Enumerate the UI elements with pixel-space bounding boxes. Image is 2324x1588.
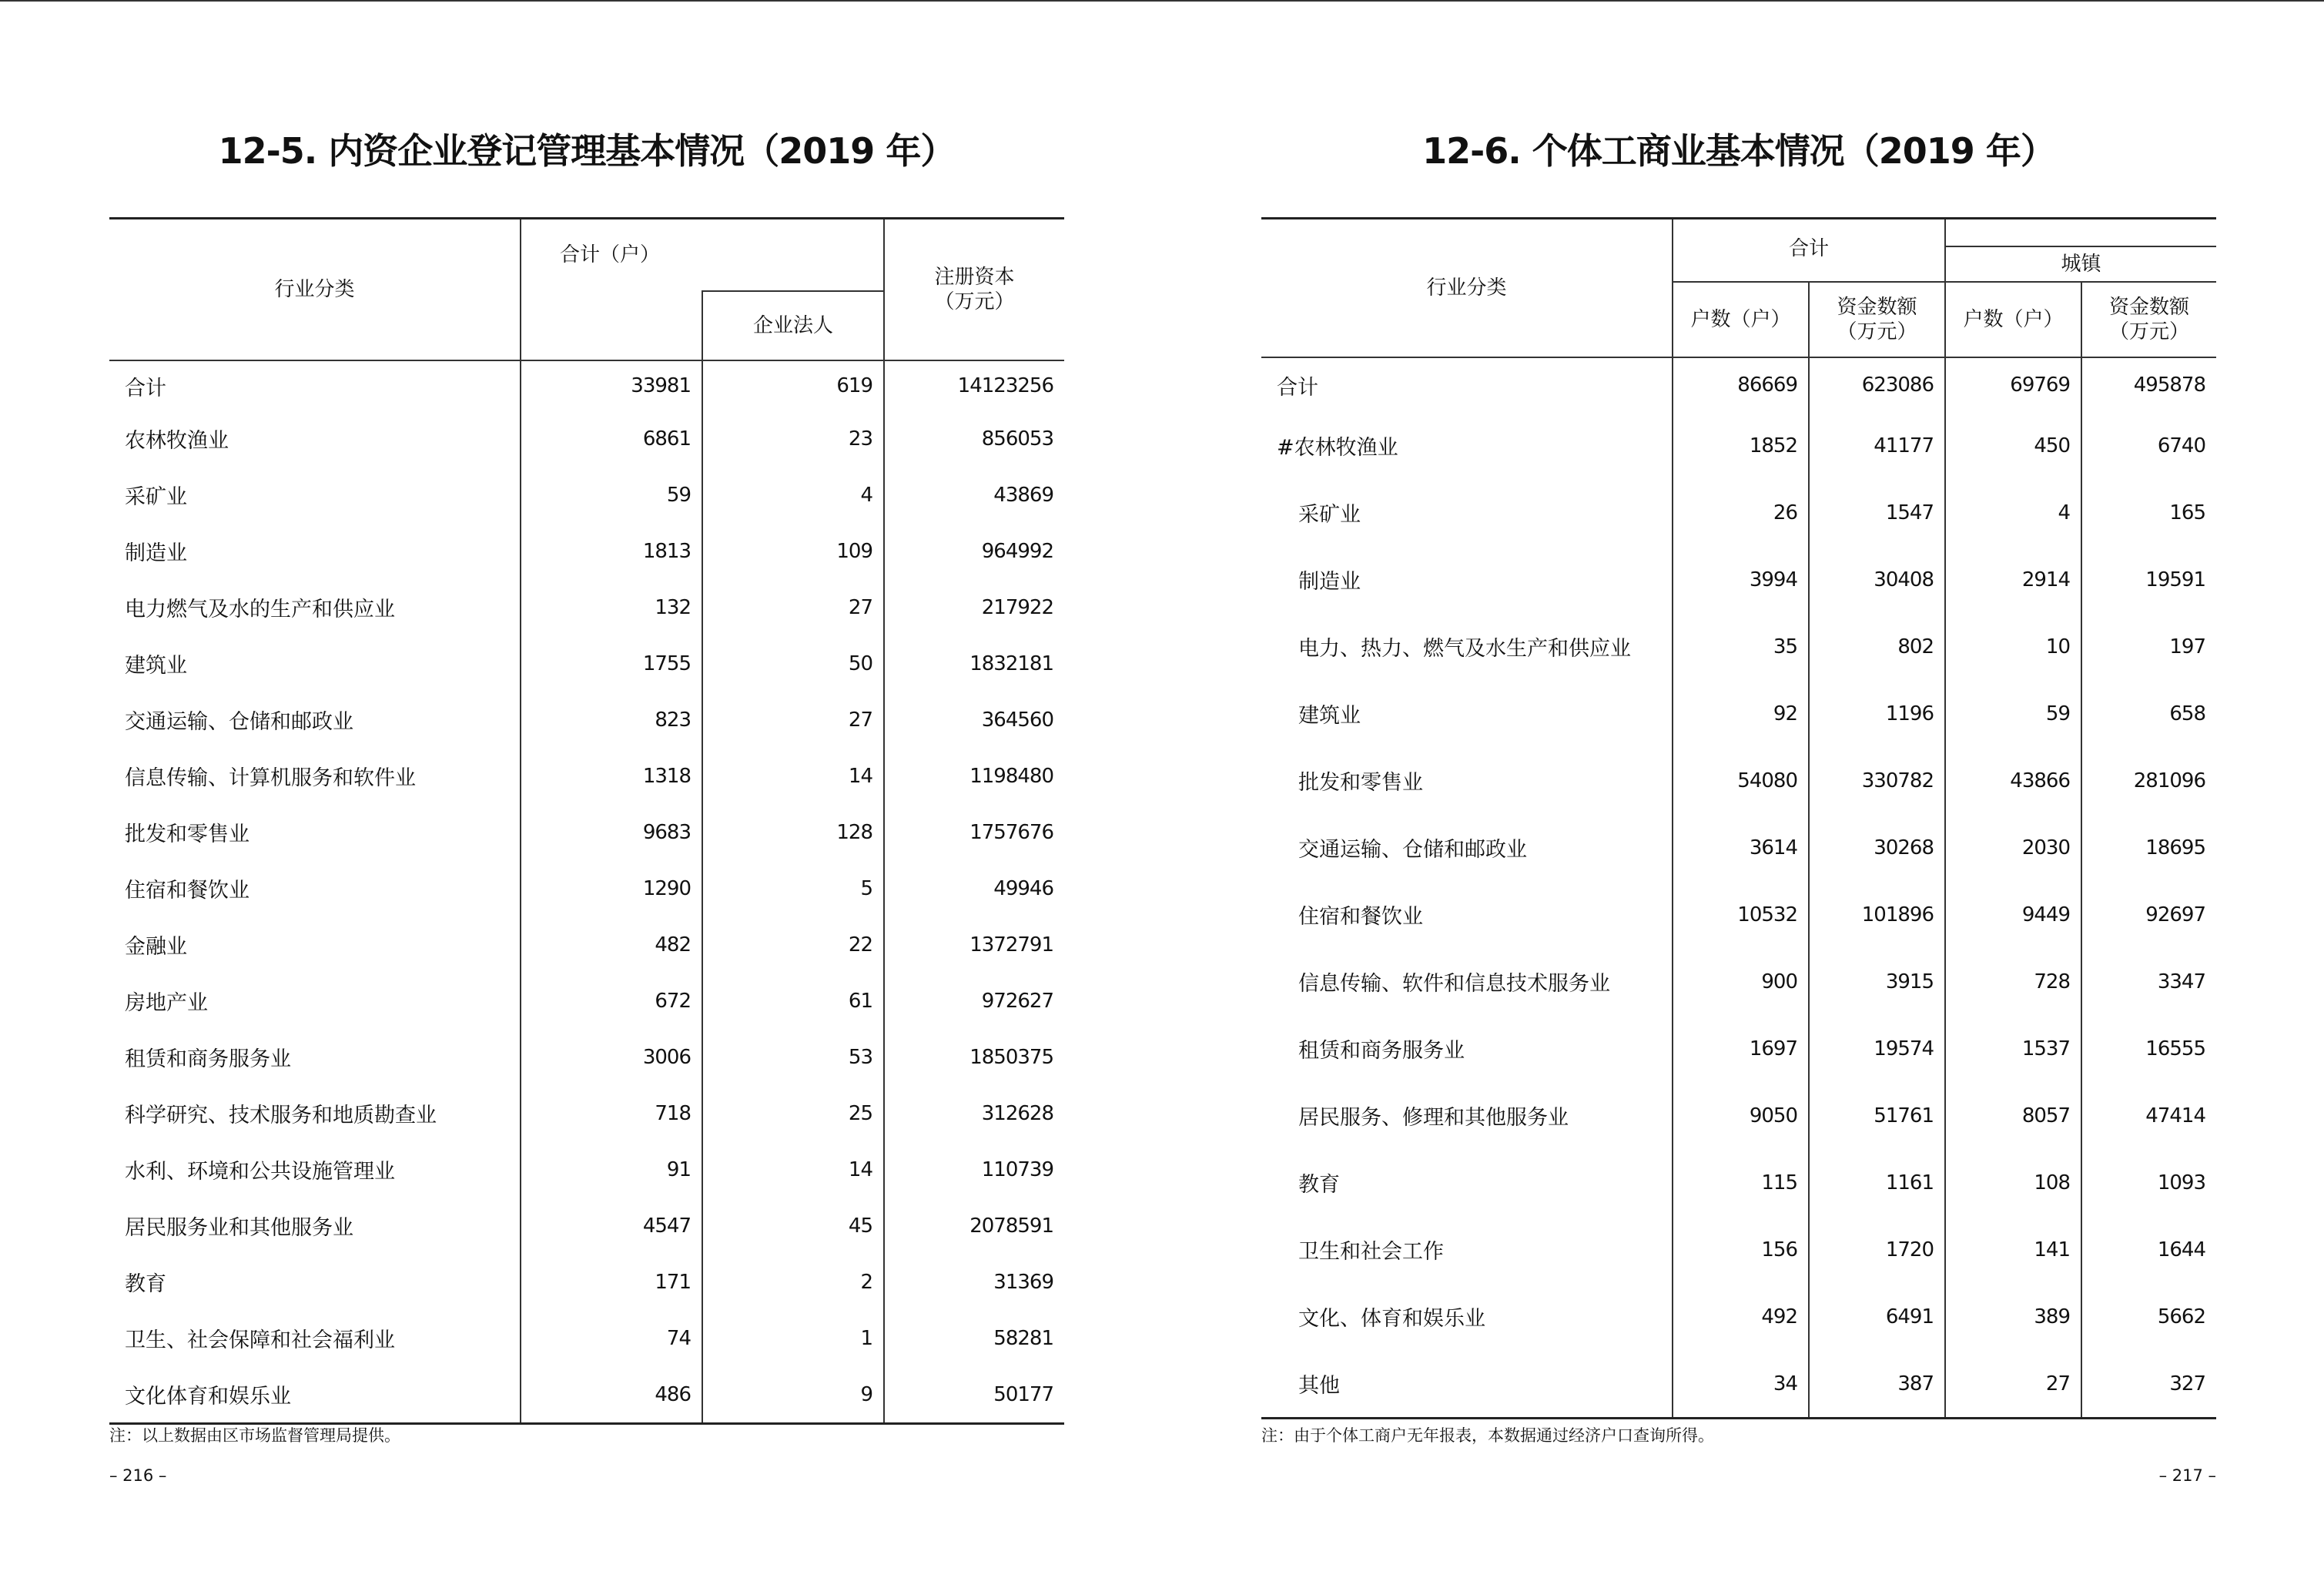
header-urban-funds-line1: 资金数额 bbox=[2109, 296, 2190, 319]
row-urban-funds: 1093 bbox=[2157, 1171, 2206, 1194]
row-category: 居民服务、修理和其他服务业 bbox=[1261, 1082, 1673, 1149]
row-legal: 27 bbox=[702, 579, 884, 635]
row-legal: 22 bbox=[702, 916, 884, 973]
row-funds: 1720 bbox=[1809, 1216, 1945, 1283]
row-category: 批发和零售业 bbox=[109, 804, 521, 860]
row-category: 电力、热力、燃气及水生产和供应业 bbox=[1261, 613, 1673, 680]
row-category: 信息传输、计算机服务和软件业 bbox=[109, 748, 521, 804]
row-urban-households: 2914 bbox=[1945, 546, 2081, 613]
row-capital: 972627 bbox=[981, 989, 1054, 1013]
row-capital: 312628 bbox=[981, 1101, 1054, 1125]
row-funds: 101896 bbox=[1809, 881, 1945, 948]
row-category: 建筑业 bbox=[1261, 680, 1673, 747]
table-row bbox=[109, 860, 1064, 916]
header-urban-funds bbox=[2081, 282, 2216, 357]
row-households: 900 bbox=[1673, 948, 1809, 1015]
row-funds: 51761 bbox=[1809, 1082, 1945, 1149]
row-capital: 1372791 bbox=[969, 933, 1054, 956]
row-urban-households: 450 bbox=[1945, 412, 2081, 479]
table-row bbox=[109, 523, 1064, 579]
row-total: 59 bbox=[521, 467, 702, 523]
header-category: 行业分类 bbox=[1261, 219, 1673, 358]
table-row bbox=[1261, 1350, 2216, 1419]
row-category: 住宿和餐饮业 bbox=[1261, 881, 1673, 948]
table-row bbox=[109, 635, 1064, 692]
row-total: 672 bbox=[521, 973, 702, 1029]
header-legal: 企业法人 bbox=[702, 291, 884, 360]
header-urban: 城镇 bbox=[1945, 246, 2216, 282]
row-funds: 1161 bbox=[1809, 1149, 1945, 1216]
row-total: 1813 bbox=[521, 523, 702, 579]
row-category: 文化、体育和娱乐业 bbox=[1261, 1283, 1673, 1350]
row-category: 交通运输、仓储和邮政业 bbox=[1261, 814, 1673, 881]
row-capital: 43869 bbox=[993, 483, 1054, 507]
table-row bbox=[1261, 747, 2216, 814]
table-row bbox=[1261, 814, 2216, 881]
row-households: 3614 bbox=[1673, 814, 1809, 881]
row-category: 建筑业 bbox=[109, 635, 521, 692]
row-funds: 330782 bbox=[1809, 747, 1945, 814]
row-legal: 25 bbox=[702, 1085, 884, 1141]
table-row bbox=[109, 916, 1064, 973]
row-urban-households: 10 bbox=[1945, 613, 2081, 680]
row-capital: 110739 bbox=[981, 1157, 1054, 1181]
row-urban-households: 2030 bbox=[1945, 814, 2081, 881]
table-row bbox=[109, 1029, 1064, 1085]
row-capital: 1198480 bbox=[969, 764, 1054, 788]
row-households: 34 bbox=[1673, 1350, 1809, 1419]
row-households: 10532 bbox=[1673, 881, 1809, 948]
row-total: 4547 bbox=[521, 1198, 702, 1254]
table-row bbox=[109, 467, 1064, 523]
row-urban-households: 1537 bbox=[1945, 1015, 2081, 1082]
right-note: 注：由于个体工商户无年报表，本数据通过经济户口查询所得。 bbox=[1261, 1426, 1714, 1445]
row-legal: 45 bbox=[702, 1198, 884, 1254]
row-category: 制造业 bbox=[1261, 546, 1673, 613]
row-category: #农林牧渔业 bbox=[1261, 412, 1673, 479]
row-funds: 6491 bbox=[1809, 1283, 1945, 1350]
row-households: 156 bbox=[1673, 1216, 1809, 1283]
row-households: 35 bbox=[1673, 613, 1809, 680]
table-row bbox=[109, 1254, 1064, 1310]
row-capital: 1832181 bbox=[969, 652, 1054, 675]
row-category: 其他 bbox=[1261, 1350, 1673, 1419]
table-row bbox=[109, 1310, 1064, 1366]
row-urban-funds: 18695 bbox=[2145, 836, 2206, 859]
row-category: 住宿和餐饮业 bbox=[109, 860, 521, 916]
row-urban-funds: 495878 bbox=[2133, 374, 2206, 397]
row-urban-funds: 327 bbox=[2081, 1350, 2216, 1419]
table-row bbox=[1261, 1149, 2216, 1216]
table-row bbox=[1261, 1015, 2216, 1082]
row-total: 1318 bbox=[521, 748, 702, 804]
row-households: 9050 bbox=[1673, 1082, 1809, 1149]
row-capital: 1757676 bbox=[969, 820, 1054, 844]
row-total: 823 bbox=[521, 692, 702, 748]
row-funds: 1196 bbox=[1809, 680, 1945, 747]
row-legal: 14 bbox=[702, 1141, 884, 1198]
row-capital: 58281 bbox=[993, 1326, 1054, 1350]
table-row bbox=[109, 1085, 1064, 1141]
row-category: 金融业 bbox=[109, 916, 521, 973]
row-funds: 30268 bbox=[1809, 814, 1945, 881]
row-funds: 387 bbox=[1809, 1350, 1945, 1419]
header-households: 户数（户） bbox=[1673, 282, 1809, 357]
row-households: 115 bbox=[1673, 1149, 1809, 1216]
row-legal: 1 bbox=[702, 1310, 884, 1366]
row-category: 交通运输、仓储和邮政业 bbox=[109, 692, 521, 748]
header-total: 合计 bbox=[1673, 219, 1945, 283]
header-capital-line1: 注册资本 bbox=[934, 266, 1015, 289]
row-legal: 27 bbox=[702, 692, 884, 748]
row-category: 信息传输、软件和信息技术服务业 bbox=[1261, 948, 1673, 1015]
right-page-number: – 217 – bbox=[2158, 1466, 2216, 1485]
row-legal: 2 bbox=[702, 1254, 884, 1310]
row-urban-funds: 5662 bbox=[2157, 1305, 2206, 1328]
row-category: 文化体育和娱乐业 bbox=[109, 1366, 521, 1424]
row-households: 3994 bbox=[1673, 546, 1809, 613]
row-urban-households: 389 bbox=[1945, 1283, 2081, 1350]
row-households: 492 bbox=[1673, 1283, 1809, 1350]
left-note: 注：以上数据由区市场监督管理局提供。 bbox=[109, 1426, 400, 1445]
table-row bbox=[1261, 1216, 2216, 1283]
row-legal: 109 bbox=[702, 523, 884, 579]
table-row bbox=[109, 1141, 1064, 1198]
row-urban-households: 4 bbox=[1945, 479, 2081, 546]
row-funds: 623086 bbox=[1809, 357, 1945, 412]
row-urban-funds: 47414 bbox=[2145, 1104, 2206, 1127]
row-category: 房地产业 bbox=[109, 973, 521, 1029]
row-legal: 23 bbox=[702, 410, 884, 467]
row-category: 科学研究、技术服务和地质勘查业 bbox=[109, 1085, 521, 1141]
table-row bbox=[1261, 613, 2216, 680]
row-total: 486 bbox=[521, 1366, 702, 1424]
row-total: 718 bbox=[521, 1085, 702, 1141]
table-row bbox=[1261, 881, 2216, 948]
row-total: 482 bbox=[521, 916, 702, 973]
header-total: 合计（户） bbox=[521, 219, 884, 292]
row-urban-funds: 165 bbox=[2169, 501, 2206, 524]
row-urban-households: 69769 bbox=[1945, 357, 2081, 412]
row-urban-households: 27 bbox=[1945, 1350, 2081, 1419]
table-row bbox=[1261, 948, 2216, 1015]
row-capital: 2078591 bbox=[969, 1214, 1054, 1238]
domestic-enterprise-table bbox=[109, 217, 1064, 1425]
row-urban-households: 108 bbox=[1945, 1149, 2081, 1216]
table-row bbox=[109, 1366, 1064, 1424]
row-category: 合计 bbox=[1261, 357, 1673, 412]
row-urban-households: 59 bbox=[1945, 680, 2081, 747]
row-category: 租赁和商务服务业 bbox=[109, 1029, 521, 1085]
row-total: 91 bbox=[521, 1141, 702, 1198]
row-capital: 50177 bbox=[884, 1366, 1064, 1424]
individual-business-table bbox=[1261, 217, 2216, 1419]
row-legal: 14 bbox=[702, 748, 884, 804]
row-legal: 9 bbox=[702, 1366, 884, 1424]
header-category: 行业分类 bbox=[109, 219, 521, 361]
row-capital: 364560 bbox=[981, 708, 1054, 732]
row-households: 54080 bbox=[1673, 747, 1809, 814]
row-legal: 53 bbox=[702, 1029, 884, 1085]
table-row bbox=[109, 973, 1064, 1029]
row-urban-households: 9449 bbox=[1945, 881, 2081, 948]
row-capital: 31369 bbox=[993, 1270, 1054, 1294]
left-table-body bbox=[109, 360, 1064, 1424]
header-funds-line2: （万元） bbox=[1837, 320, 1917, 343]
row-urban-funds: 16555 bbox=[2145, 1037, 2206, 1060]
row-category: 电力燃气及水的生产和供应业 bbox=[109, 579, 521, 635]
row-funds: 1547 bbox=[1809, 479, 1945, 546]
row-funds: 19574 bbox=[1809, 1015, 1945, 1082]
header-urban-funds-line2: （万元） bbox=[2109, 320, 2190, 343]
table-row bbox=[1261, 546, 2216, 613]
right-table-title: 12-6. 个体工商业基本情况（2019 年） bbox=[1422, 130, 2055, 172]
row-category: 采矿业 bbox=[1261, 479, 1673, 546]
right-page bbox=[1261, 0, 2216, 1588]
row-urban-households: 728 bbox=[1945, 948, 2081, 1015]
row-category: 教育 bbox=[1261, 1149, 1673, 1216]
row-category: 农林牧渔业 bbox=[109, 410, 521, 467]
row-category: 批发和零售业 bbox=[1261, 747, 1673, 814]
row-category: 教育 bbox=[109, 1254, 521, 1310]
table-row bbox=[1261, 1283, 2216, 1350]
row-category: 卫生、社会保障和社会福利业 bbox=[109, 1310, 521, 1366]
row-category: 合计 bbox=[109, 360, 521, 410]
row-legal: 50 bbox=[702, 635, 884, 692]
table-row bbox=[1261, 412, 2216, 479]
row-total: 33981 bbox=[521, 360, 702, 410]
row-urban-funds: 19591 bbox=[2145, 568, 2206, 591]
row-funds: 41177 bbox=[1809, 412, 1945, 479]
row-households: 92 bbox=[1673, 680, 1809, 747]
table-row bbox=[1261, 1082, 2216, 1149]
table-row bbox=[1261, 357, 2216, 412]
row-urban-funds: 1644 bbox=[2157, 1238, 2206, 1261]
row-category: 租赁和商务服务业 bbox=[1261, 1015, 1673, 1082]
header-funds bbox=[1809, 282, 1945, 357]
row-category: 卫生和社会工作 bbox=[1261, 1216, 1673, 1283]
table-row bbox=[1261, 680, 2216, 747]
row-total: 3006 bbox=[521, 1029, 702, 1085]
row-total: 171 bbox=[521, 1254, 702, 1310]
table-row bbox=[109, 748, 1064, 804]
row-urban-funds: 92697 bbox=[2145, 903, 2206, 926]
row-urban-funds: 281096 bbox=[2133, 769, 2206, 792]
row-funds: 30408 bbox=[1809, 546, 1945, 613]
table-row bbox=[109, 579, 1064, 635]
row-capital: 856053 bbox=[981, 427, 1054, 451]
row-legal: 619 bbox=[702, 360, 884, 410]
row-legal: 61 bbox=[702, 973, 884, 1029]
header-capital bbox=[884, 219, 1064, 361]
header-funds-line1: 资金数额 bbox=[1837, 296, 1917, 319]
row-urban-households: 43866 bbox=[1945, 747, 2081, 814]
row-capital: 964992 bbox=[981, 539, 1054, 563]
row-funds: 802 bbox=[1809, 613, 1945, 680]
row-urban-funds: 658 bbox=[2169, 702, 2206, 725]
row-households: 1852 bbox=[1673, 412, 1809, 479]
row-legal: 128 bbox=[702, 804, 884, 860]
row-legal: 4 bbox=[702, 467, 884, 523]
row-category: 居民服务业和其他服务业 bbox=[109, 1198, 521, 1254]
row-total: 6861 bbox=[521, 410, 702, 467]
row-urban-funds: 3347 bbox=[2157, 970, 2206, 993]
row-capital: 49946 bbox=[993, 876, 1054, 900]
row-households: 86669 bbox=[1673, 357, 1809, 412]
header-urban-households: 户数（户） bbox=[1945, 282, 2081, 357]
table-row bbox=[109, 804, 1064, 860]
left-table-title: 12-5. 内资企业登记管理基本情况（2019 年） bbox=[218, 130, 956, 172]
row-capital: 1850375 bbox=[969, 1045, 1054, 1069]
table-row bbox=[109, 360, 1064, 410]
row-funds: 3915 bbox=[1809, 948, 1945, 1015]
row-urban-households: 8057 bbox=[1945, 1082, 2081, 1149]
row-urban-funds: 6740 bbox=[2157, 434, 2206, 457]
row-total: 1755 bbox=[521, 635, 702, 692]
row-households: 26 bbox=[1673, 479, 1809, 546]
row-urban-households: 141 bbox=[1945, 1216, 2081, 1283]
row-category: 制造业 bbox=[109, 523, 521, 579]
row-legal: 5 bbox=[702, 860, 884, 916]
row-total: 9683 bbox=[521, 804, 702, 860]
left-page bbox=[109, 0, 1064, 1588]
header-capital-line2: （万元） bbox=[934, 290, 1015, 313]
table-row bbox=[109, 692, 1064, 748]
row-capital: 217922 bbox=[981, 595, 1054, 619]
right-table-body bbox=[1261, 357, 2216, 1419]
row-total: 1290 bbox=[521, 860, 702, 916]
table-row bbox=[1261, 479, 2216, 546]
row-category: 采矿业 bbox=[109, 467, 521, 523]
row-urban-funds: 197 bbox=[2169, 635, 2206, 658]
row-households: 1697 bbox=[1673, 1015, 1809, 1082]
table-row bbox=[109, 1198, 1064, 1254]
row-capital: 14123256 bbox=[957, 374, 1054, 397]
row-category: 水利、环境和公共设施管理业 bbox=[109, 1141, 521, 1198]
left-page-number: – 216 – bbox=[109, 1466, 167, 1485]
row-total: 132 bbox=[521, 579, 702, 635]
table-row bbox=[109, 410, 1064, 467]
row-total: 74 bbox=[521, 1310, 702, 1366]
